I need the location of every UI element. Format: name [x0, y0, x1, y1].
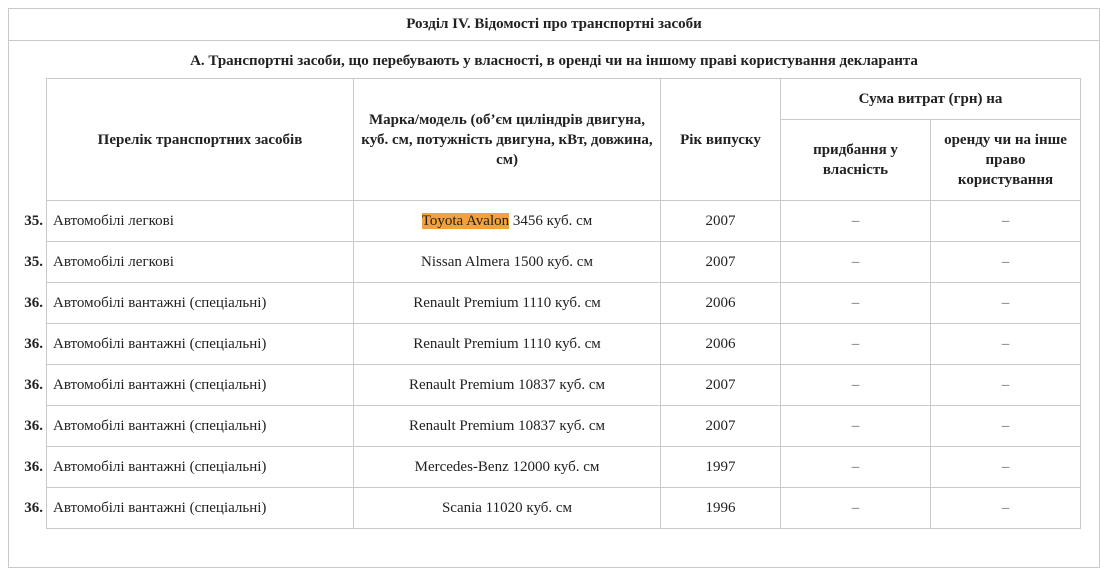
vehicle-type-cell	[24, 365, 354, 406]
table-row	[47, 242, 1081, 283]
vehicles-table	[24, 78, 1081, 529]
section-title: Розділ IV. Відомості про транспортні засоби	[9, 9, 1099, 41]
vehicle-year: 1996	[661, 488, 781, 529]
header-expenses: Сума витрат (грн) на	[781, 79, 1081, 120]
table-row	[47, 447, 1081, 488]
purchase-amount: –	[781, 324, 931, 365]
table-row	[47, 406, 1081, 447]
vehicle-year: 2007	[661, 201, 781, 242]
header-list: Перелік транспортних засобів	[47, 79, 354, 201]
vehicle-model	[354, 406, 661, 447]
row-number: 36.	[24, 335, 43, 352]
vehicle-model	[354, 447, 661, 488]
vehicle-model-text: Renault Premium 1110 куб. см	[413, 294, 601, 311]
vehicle-type-cell	[24, 447, 354, 488]
purchase-amount: –	[781, 201, 931, 242]
row-number: 36.	[24, 294, 43, 311]
table-row	[47, 201, 1081, 242]
purchase-amount: –	[781, 447, 931, 488]
purchase-amount: –	[781, 406, 931, 447]
vehicle-model-text: Renault Premium 1110 куб. см	[413, 335, 601, 352]
vehicle-model-text: Nissan Almera 1500 куб. см	[421, 253, 593, 270]
rent-amount: –	[931, 242, 1081, 283]
vehicle-year: 2007	[661, 365, 781, 406]
vehicle-model	[354, 283, 661, 324]
table-row	[47, 488, 1081, 529]
vehicle-model-text: Renault Premium 10837 куб. см	[408, 376, 606, 393]
vehicle-type-cell	[24, 406, 354, 447]
purchase-amount: –	[781, 365, 931, 406]
vehicle-type-cell	[24, 283, 354, 324]
vehicle-model-text: Renault Premium 10837 куб. см	[408, 417, 606, 434]
table-row	[47, 324, 1081, 365]
vehicle-type: Автомобілі вантажні (спеціальні)	[53, 294, 267, 311]
row-number: 36.	[24, 417, 43, 434]
purchase-amount: –	[781, 283, 931, 324]
vehicle-type: Автомобілі вантажні (спеціальні)	[53, 335, 267, 352]
vehicle-year: 2006	[661, 283, 781, 324]
table-row	[47, 365, 1081, 406]
rent-amount: –	[931, 365, 1081, 406]
vehicle-year: 2007	[661, 242, 781, 283]
row-number: 35.	[24, 212, 43, 229]
vehicle-model	[354, 242, 661, 283]
vehicle-type: Автомобілі вантажні (спеціальні)	[53, 458, 267, 475]
header-year: Рік випуску	[661, 79, 781, 201]
vehicle-model-text: 3456 куб. см	[509, 212, 593, 229]
rent-amount: –	[931, 201, 1081, 242]
rent-amount: –	[931, 324, 1081, 365]
vehicle-year: 1997	[661, 447, 781, 488]
vehicle-model-text: Mercedes-Benz 12000 куб. см	[414, 458, 600, 475]
vehicle-model	[354, 324, 661, 365]
row-number: 36.	[24, 458, 43, 475]
row-number: 35.	[24, 253, 43, 270]
rent-amount: –	[931, 406, 1081, 447]
purchase-amount: –	[781, 488, 931, 529]
subsection-title: А. Транспортні засоби, що перебувають у власності, в оренді чи на іншому праві користування декларанта	[190, 52, 918, 69]
vehicle-model-text: Scania 11020 куб. см	[441, 499, 573, 516]
vehicle-model	[354, 488, 661, 529]
vehicle-year: 2006	[661, 324, 781, 365]
purchase-amount: –	[781, 242, 931, 283]
vehicle-type: Автомобілі вантажні (спеціальні)	[53, 499, 267, 516]
header-purchase: придбання у власність	[781, 120, 931, 201]
vehicle-model	[354, 365, 661, 406]
vehicle-type-cell	[24, 488, 354, 529]
vehicle-type: Автомобілі легкові	[53, 253, 174, 270]
vehicle-year: 2007	[661, 406, 781, 447]
vehicle-type: Автомобілі вантажні (спеціальні)	[53, 376, 267, 393]
row-number: 36.	[24, 499, 43, 516]
table-row	[47, 283, 1081, 324]
rent-amount: –	[931, 488, 1081, 529]
vehicle-model	[354, 201, 661, 242]
header-rent: оренду чи на інше право користування	[931, 120, 1081, 201]
vehicle-type-cell	[24, 201, 354, 242]
rent-amount: –	[931, 283, 1081, 324]
rent-amount: –	[931, 447, 1081, 488]
vehicle-type: Автомобілі легкові	[53, 212, 174, 229]
row-number: 36.	[24, 376, 43, 393]
vehicle-type-cell	[24, 324, 354, 365]
vehicle-type: Автомобілі вантажні (спеціальні)	[53, 417, 267, 434]
vehicle-type-cell	[24, 242, 354, 283]
search-highlight: Toyota Avalon	[421, 212, 510, 229]
header-model: Марка/модель (об’єм циліндрів двигуна, куб. см, потужність двигуна, кВт, довжина, см)	[354, 79, 661, 201]
